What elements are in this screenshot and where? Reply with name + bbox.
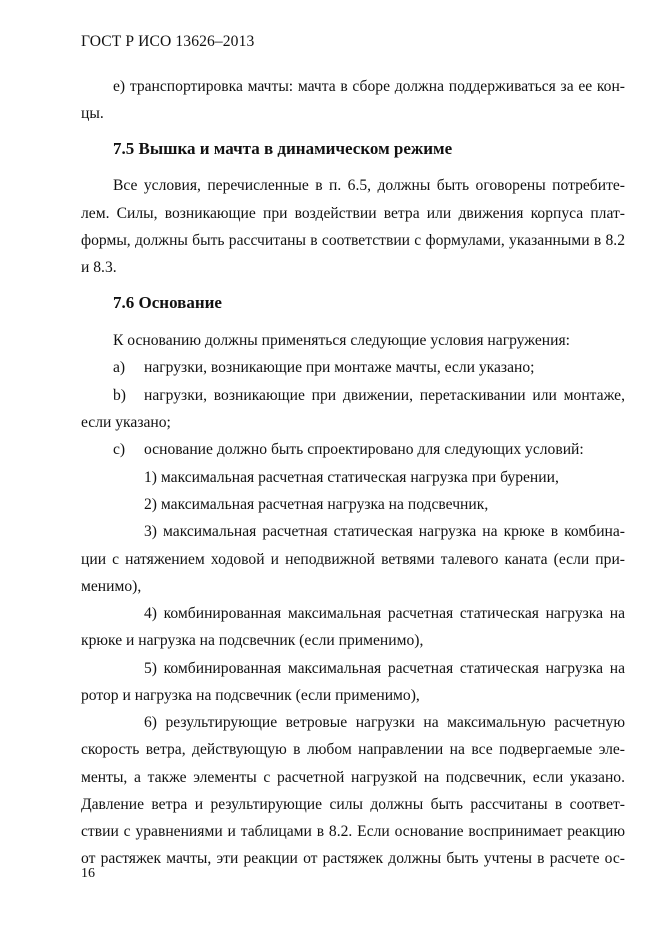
list-item-c-text: основание должно быть спроектировано для следующих условий: (144, 441, 584, 458)
section-7-6-heading: 7.6 Основание (113, 293, 222, 312)
document-header: ГОСТ Р ИСО 13626–2013 (81, 33, 255, 50)
section-7-5-line-2: лем. Силы, возникающие при воздействии ветра или движения корпуса плат- (81, 205, 625, 222)
sub-item-3-line-3: менимо), (81, 578, 142, 595)
sub-item-5-line-1: 5) комбинированная максимальная расчетная статическая нагрузка на (144, 660, 625, 677)
para-e-line-2: цы. (81, 105, 104, 122)
para-e-line-1: е) транспортировка мачты: мачта в сборе должна поддерживаться за ее кон- (113, 78, 625, 95)
sub-item-6-line-5: ствии с уравнениями и таблицами в 8.2. Если основание воспринимает реакцию (81, 823, 625, 840)
sub-item-2: 2) максимальная расчетная нагрузка на подсвечник, (144, 496, 489, 513)
sub-item-4-line-2: крюке и нагрузка на подсвечник (если применимо), (81, 632, 424, 649)
section-7-5-line-3: формы, должны быть рассчитаны в соответствии с формулами, указанными в 8.2 (81, 232, 625, 249)
list-item-b-line-1: нагрузки, возникающие при движении, перетаскивании или монтаже, (144, 387, 625, 404)
section-7-5-heading: 7.5 Вышка и мачта в динамическом режиме (113, 139, 453, 158)
sub-item-6-line-3: менты, а также элементы с расчетной нагрузкой на подсвечник, если указано. (81, 769, 625, 786)
list-item-c-label: c) (113, 441, 126, 458)
section-7-6-intro: К основанию должны применяться следующие условия нагружения: (113, 332, 570, 349)
list-item-a-label: a) (113, 359, 126, 376)
page-number: 16 (81, 866, 95, 881)
section-7-5-line-1: Все условия, перечисленные в п. 6.5, должны быть оговорены потребите- (113, 177, 625, 194)
sub-item-6-line-2: скорость ветра, действующую в любом направлении на все подвергаемые эле- (81, 741, 625, 758)
sub-item-4-line-1: 4) комбинированная максимальная расчетная статическая нагрузка на (144, 605, 625, 622)
list-item-b-label: b) (113, 387, 126, 404)
sub-item-6-line-4: Давление ветра и результирующие силы должны быть рассчитаны в соответ- (81, 796, 625, 813)
section-7-5-line-4: и 8.3. (81, 259, 117, 276)
sub-item-5-line-2: ротор и нагрузка на подсвечник (если применимо), (81, 687, 420, 704)
sub-item-6-line-1: 6) результирующие ветровые нагрузки на максимальную расчетную (144, 714, 625, 731)
sub-item-6-line-6: от растяжек мачты, эти реакции от растяжек должны быть учтены в расчете ос- (81, 850, 625, 867)
sub-item-1: 1) максимальная расчетная статическая нагрузка при бурении, (144, 469, 559, 486)
list-item-a-text: нагрузки, возникающие при монтаже мачты, если указано; (144, 359, 535, 376)
list-item-b-line-2: если указано; (81, 414, 171, 431)
sub-item-3-line-1: 3) максимальная расчетная статическая нагрузка на крюке в комбина- (144, 523, 625, 540)
sub-item-3-line-2: ции с натяжением ходовой и неподвижной ветвями талевого каната (если при- (81, 551, 625, 568)
